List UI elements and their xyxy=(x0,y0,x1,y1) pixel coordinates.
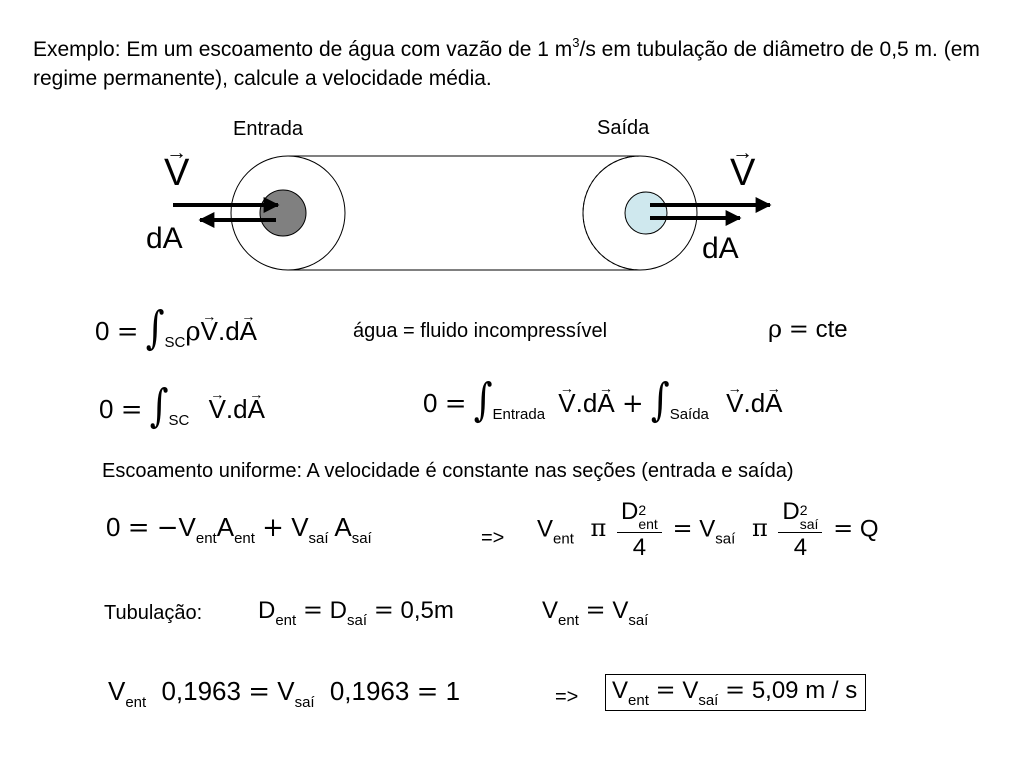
eq1-dot: .d xyxy=(217,316,240,346)
eq4-equals: = xyxy=(127,513,150,543)
eq7-sub-sai: saí xyxy=(294,694,315,711)
eq7-one: 1 xyxy=(445,676,461,706)
eq2-sub: SC xyxy=(168,412,190,429)
result-v-sai: V xyxy=(682,677,699,704)
result-equals-2: = xyxy=(725,676,746,704)
eq5-sub-ent: ent xyxy=(553,530,574,548)
eq3-sub-saida: Saída xyxy=(669,406,709,423)
rho-equals: = xyxy=(788,315,809,343)
tub-unit: m xyxy=(433,597,454,624)
eq4-sub-sai-1: saí xyxy=(308,530,329,547)
eq5-v-sai: V xyxy=(699,515,716,543)
tub-sub-ent: ent xyxy=(275,612,297,629)
eq7-equals-2: = xyxy=(416,677,439,707)
eq6-v-ent: V xyxy=(542,597,559,624)
result-unit: m / s xyxy=(805,677,858,704)
result-box xyxy=(605,674,866,711)
eq5-four-1: 4 xyxy=(632,534,647,561)
eq5-fraction-ent xyxy=(617,497,662,563)
inlet-area-label xyxy=(146,222,183,256)
example-superscript: 3 xyxy=(572,35,580,50)
outlet-core-circle xyxy=(625,192,667,234)
eq7-sub-ent: ent xyxy=(125,694,147,711)
eq3-dot1: .d xyxy=(575,388,598,418)
incompressible-note: água = fluido incompressível xyxy=(353,320,608,342)
eq1-v: → V xyxy=(201,316,218,347)
eq4-v-ent: V xyxy=(178,512,196,542)
eq6-v-sai: V xyxy=(612,597,629,624)
saida-label: Saída xyxy=(597,117,650,139)
result-sub-ent: ent xyxy=(628,692,649,709)
eq7-v-sai: V xyxy=(277,676,295,706)
eq5-equals-2: = xyxy=(833,514,854,543)
result-value: 5,09 xyxy=(751,677,799,704)
eq5-d-sai: D xyxy=(782,498,800,525)
inlet-v-symbol: → V xyxy=(164,152,189,195)
eq1-equals: = xyxy=(116,317,139,347)
eq4-a-sai: A xyxy=(334,512,352,542)
implies-arrow-1: => xyxy=(481,527,505,549)
eq5-q: Q xyxy=(859,515,879,543)
eq3-plus: + xyxy=(621,389,644,419)
eq2-v: → V xyxy=(209,394,226,425)
velocity-equality xyxy=(542,596,648,629)
numeric-flow-equation xyxy=(108,676,460,711)
inlet-da-symbol: dA xyxy=(146,222,183,255)
eq4-plus: + xyxy=(262,513,284,543)
eq1-sub: SC xyxy=(164,334,186,351)
eq4-sub-ent-1: ent xyxy=(195,530,217,547)
eq7-coef-2: 0,1963 xyxy=(329,676,410,706)
eq3-v1: → V xyxy=(558,388,575,419)
eq4-lhs: 0 xyxy=(106,512,121,542)
rho-cte: cte xyxy=(815,316,848,343)
eq3-integral-1: ∫ xyxy=(473,374,493,427)
eq7-v-ent: V xyxy=(108,676,126,706)
eq5-equals-1: = xyxy=(672,514,693,543)
outlet-area-label xyxy=(702,232,739,266)
eq5-frac-sub-ent: ent xyxy=(638,516,658,532)
rho-symbol: ρ xyxy=(768,315,783,343)
eq4-a-ent: A xyxy=(216,512,235,542)
tub-d-sai: D xyxy=(329,597,347,624)
eq7-equals-1: = xyxy=(248,677,270,707)
eq5-sub-sai: saí xyxy=(715,530,736,548)
eq3-v2: → V xyxy=(726,388,743,419)
eq2-equals: = xyxy=(120,395,143,425)
eq3-a1: → A xyxy=(597,388,614,419)
implies-arrow-2: => xyxy=(555,686,579,708)
eq7-coef-1: 0,1963 xyxy=(161,676,241,706)
uniform-flow-note: Escoamento uniforme: A velocidade é constante nas seções (entrada e saída) xyxy=(102,460,794,482)
eq5-d-ent: D xyxy=(621,498,639,525)
eq1-a: → A xyxy=(240,316,257,347)
result-sub-sai: saí xyxy=(698,692,719,709)
eq5-sq-sai: 2 xyxy=(799,502,808,518)
eq4-sub-ent-2: ent xyxy=(234,530,255,547)
eq5-pi-2: π xyxy=(751,514,768,543)
inlet-velocity-label xyxy=(164,152,189,195)
eq4-sub-sai-2: saí xyxy=(351,530,372,547)
eq2-dot: .d xyxy=(225,394,248,424)
outlet-v-symbol: → V xyxy=(730,152,755,195)
tub-equals-2: = xyxy=(373,596,394,624)
entrada-label: Entrada xyxy=(233,118,304,140)
eq4-minus: − xyxy=(156,513,179,543)
eq3-integral-2: ∫ xyxy=(650,374,670,427)
tub-equals-1: = xyxy=(302,596,323,624)
result-equals-1: = xyxy=(655,676,676,704)
rho-constant xyxy=(768,315,848,344)
eq5-frac-sub-sai: saí xyxy=(799,516,819,532)
eq1-rho: ρ xyxy=(185,317,201,347)
continuity-equation-incompressible xyxy=(99,380,265,433)
outlet-velocity-label xyxy=(730,152,755,195)
continuity-equation-general xyxy=(95,302,258,355)
tubulacao-label: Tubulação: xyxy=(104,602,203,624)
eq3-lhs: 0 xyxy=(423,388,438,418)
example-text-1: Exemplo: Em um escoamento de água com vazão de 1 m xyxy=(33,38,573,61)
diameter-equation xyxy=(258,596,454,629)
eq4-v-sai: V xyxy=(291,512,309,542)
example-text-2: /s em tubulação de diâmetro de 0,5 m. (em regime permanente), calcule a velocidade média. xyxy=(33,38,980,90)
eq2-a: → A xyxy=(248,394,265,425)
eq1-lhs: 0 xyxy=(95,316,110,346)
result-v-ent: V xyxy=(612,677,629,704)
eq5-v-ent: V xyxy=(537,515,554,543)
flow-rate-equation xyxy=(537,497,879,563)
eq5-fraction-sai xyxy=(778,497,822,563)
tub-sub-sai: saí xyxy=(347,612,368,629)
tub-d-ent: D xyxy=(258,597,276,624)
eq6-sub-ent: ent xyxy=(558,612,579,629)
inlet-core-circle xyxy=(260,190,306,236)
eq5-sq-ent: 2 xyxy=(638,502,647,518)
eq3-a2: → A xyxy=(765,388,782,419)
eq6-sub-sai: saí xyxy=(628,612,649,629)
outlet-da-symbol: dA xyxy=(702,232,739,265)
flow-balance-equation xyxy=(106,512,372,547)
eq3-sub-entrada: Entrada xyxy=(492,406,546,423)
eq1-integral: ∫ xyxy=(145,302,165,355)
eq5-four-2: 4 xyxy=(793,534,808,561)
eq2-lhs: 0 xyxy=(99,394,114,424)
continuity-equation-inlet-outlet xyxy=(423,374,783,427)
eq6-equals: = xyxy=(585,596,606,624)
eq5-pi-1: π xyxy=(590,514,607,543)
eq3-equals: = xyxy=(444,389,467,419)
tub-value: 0,5 xyxy=(400,597,434,624)
eq3-dot2: .d xyxy=(743,388,766,418)
eq2-integral: ∫ xyxy=(149,380,169,433)
